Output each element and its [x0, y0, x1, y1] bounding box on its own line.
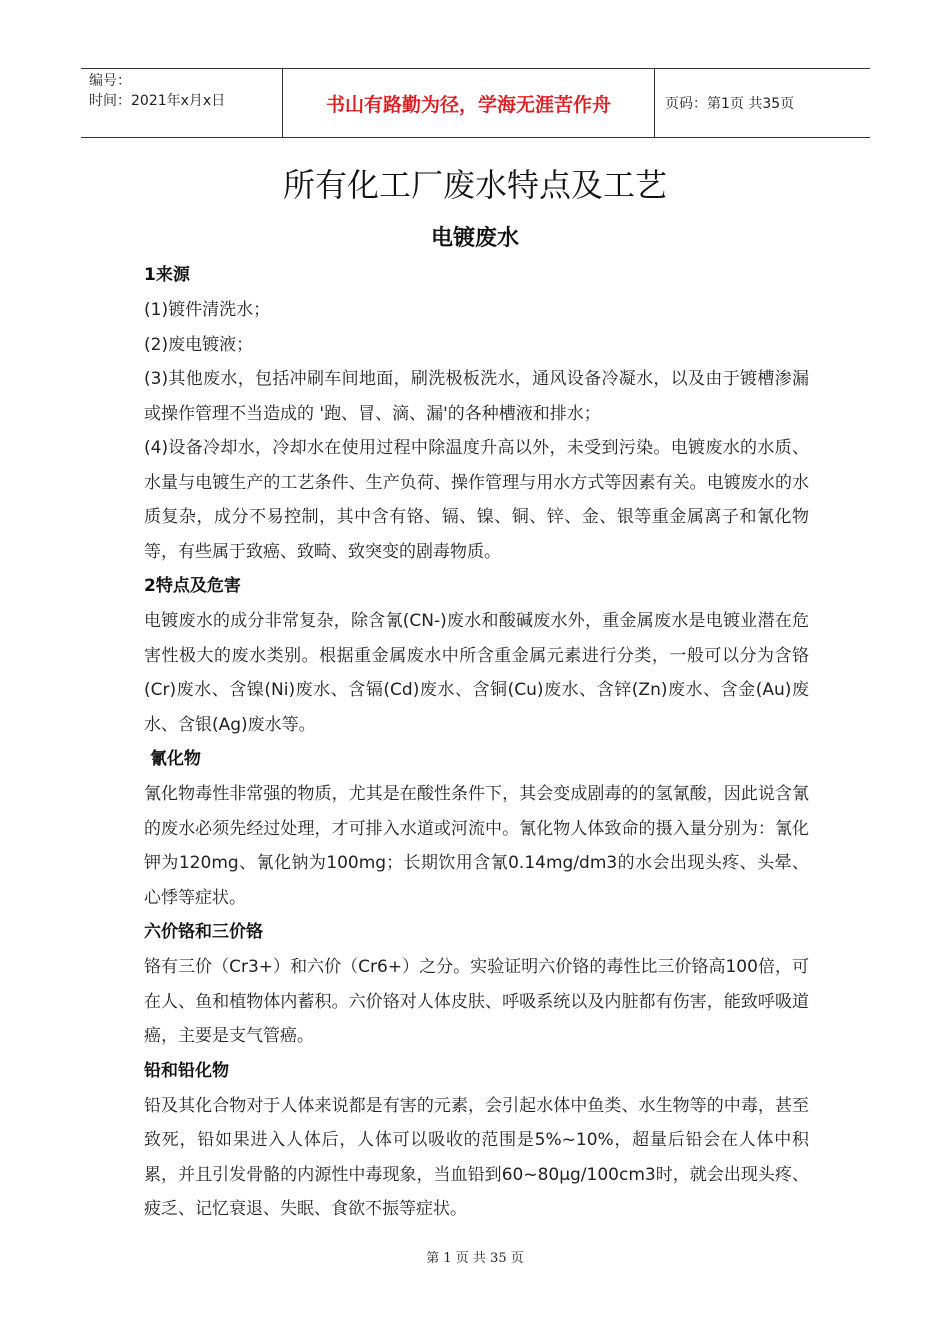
- section-heading: 铅和铅化物: [144, 1060, 229, 1081]
- section-heading: 氰化物: [144, 749, 201, 769]
- section-sources: [144, 258, 809, 569]
- paragraph: (4)设备冷却水，冷却水在使用过程中除温度升高以外，未受到污染。电镀废水的水质、水量与电镀生产的工艺条件、生产负荷、操作管理与用水方式等因素有关。电镀废水的水质复杂，成分不易控制，其中含有铬、镉、镍、铜、锌、金、银等重金属离子和氰化物等，有些属于致癌、致畸、致突变的剧毒物质。: [144, 438, 809, 562]
- header-motto: 书山有路勤为径，学海无涯苦作舟: [282, 69, 655, 137]
- paragraph: (1)镀件清洗水；: [144, 300, 271, 320]
- section-chromium: [144, 915, 809, 1054]
- document-number-label: 编号：: [89, 73, 131, 89]
- section-heading: 六价铬和三价铬: [144, 922, 263, 942]
- paragraph: 氰化物毒性非常强的物质，尤其是在酸性条件下，其会变成剧毒的的氢氰酸，因此说含氰的废水必须先经过处理，才可排入水道或河流中。氰化物人体致命的摄入量分别为：氰化钾为120mg、氰化钠为100mg；长期饮用含氰0.14mg/dm3的水会出现头疼、头晕、心悸等症状。: [144, 784, 809, 908]
- section-heading: 1来源: [144, 265, 190, 285]
- section-characteristics: [144, 569, 809, 742]
- document-title: 所有化工厂废水特点及工艺: [282, 166, 667, 204]
- section-heading: 2特点及危害: [144, 576, 241, 596]
- page-footer: 第 1 页 共 35 页: [426, 1251, 524, 1266]
- paragraph: (2)废电镀液；: [144, 334, 254, 355]
- paragraph: (3)其他废水，包括冲刷车间地面，刷洗极板洗水，通风设备冷凝水，以及由于镀槽渗漏或操作管理不当造成的 '跑、冒、滴、漏'的各种槽液和排水；: [144, 369, 809, 424]
- paragraph: 铅及其化合物对于人体来说都是有害的元素，会引起水体中鱼类、水生物等的中毒，甚至致死，铅如果进入人体后，人体可以吸收的范围是5%~10%，超量后铅会在人体中积累，并且引发骨骼的内源性中毒现象，当血铅到60~80μg/100cm3时，就会出现头疼、疲乏、记忆衰退、失眠、食欲不振等症状。: [144, 1095, 809, 1219]
- page-header: [81, 68, 870, 138]
- document-date: 时间：2021年x月x日: [89, 93, 226, 109]
- paragraph: 铬有三价（Cr3+）和六价（Cr6+）之分。实验证明六价铬的毒性比三价铬高100倍，可在人、鱼和植物体内蓄积。六价铬对人体皮肤、呼吸系统以及内脏都有伤害，能致呼吸道癌，主要是支气管癌。: [144, 957, 809, 1046]
- header-meta: [81, 69, 282, 137]
- section-cyanide: [144, 742, 809, 915]
- section-lead: [144, 1054, 809, 1227]
- paragraph: 电镀废水的成分非常复杂，除含氰(CN-)废水和酸碱废水外，重金属废水是电镀业潜在危害性极大的废水类别。根据重金属废水中所含重金属元素进行分类，一般可以分为含铬(Cr)废水、含镍(Ni)废水、含镉(Cd)废水、含铜(Cu)废水、含锌(Zn)废水、含金(Au)废水、含银(Ag)废水等。: [144, 611, 809, 735]
- header-page-info: 页码：第1页 共35页: [665, 96, 795, 112]
- document-body: [144, 258, 809, 1227]
- document-subtitle: 电镀废水: [430, 226, 519, 251]
